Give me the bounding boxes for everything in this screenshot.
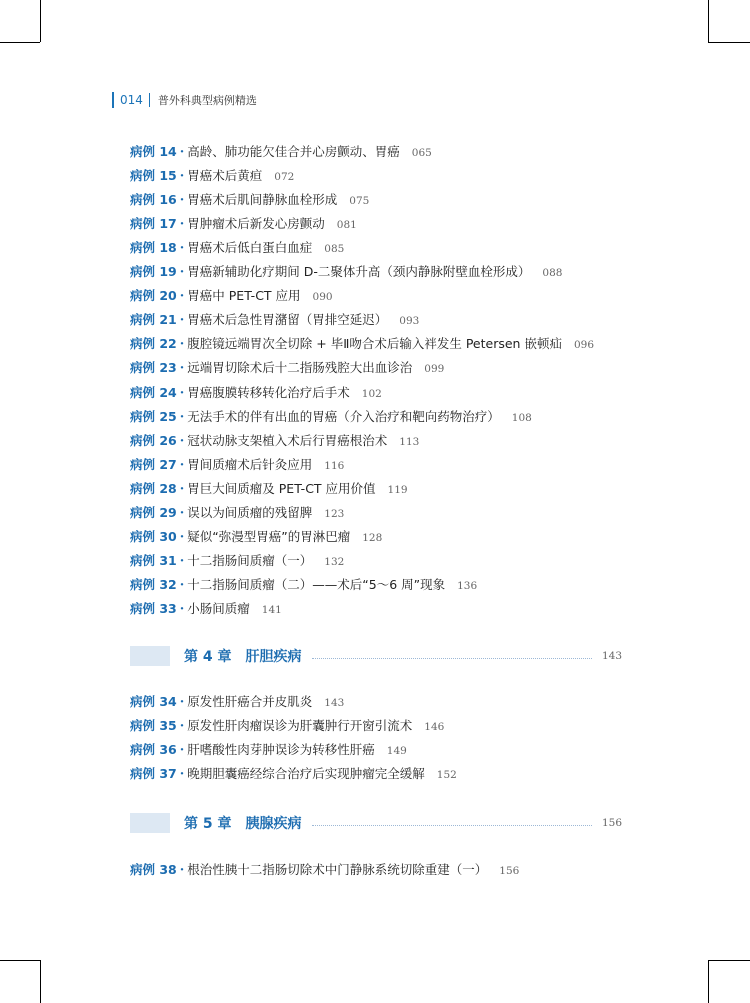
case-number: 病例 33 bbox=[130, 600, 177, 616]
chapter-heading-5[interactable] bbox=[130, 812, 622, 834]
case-number: 病例 38 bbox=[130, 862, 177, 877]
case-title: 肝嗜酸性肉芽肿误诊为转移性肝癌 bbox=[187, 742, 375, 758]
bullet-dot: · bbox=[179, 409, 185, 425]
page-ref: 156 bbox=[499, 865, 520, 877]
case-title: 胃癌中 PET-CT 应用 bbox=[187, 288, 301, 304]
bullet-dot: · bbox=[179, 217, 185, 233]
case-title: 误以为间质瘤的残留脾 bbox=[187, 504, 313, 520]
case-title: 无法手术的伴有出血的胃癌（介入治疗和靶向药物治疗） bbox=[187, 408, 500, 424]
case-number: 病例 37 bbox=[130, 766, 177, 782]
bullet-dot: · bbox=[179, 145, 185, 160]
case-title: 根治性胰十二指肠切除术中门静脉系统切除重建（一） bbox=[187, 862, 488, 877]
page-number: 014 bbox=[120, 93, 143, 107]
case-title: 原发性肝癌合并皮肌炎 bbox=[187, 694, 313, 709]
page-ref: 152 bbox=[436, 769, 457, 782]
page-ref: 123 bbox=[324, 507, 345, 520]
bullet-dot: · bbox=[179, 337, 185, 353]
bullet-dot: · bbox=[179, 601, 185, 617]
bullet-dot: · bbox=[179, 361, 185, 377]
crop-mark bbox=[708, 960, 750, 961]
case-title: 腹腔镜远端胃次全切除 + 毕Ⅱ吻合术后输入袢发生 Petersen 嵌顿疝 bbox=[187, 336, 562, 352]
bullet-dot: · bbox=[179, 457, 185, 473]
case-number: 病例 26 bbox=[130, 432, 177, 448]
toc-entry[interactable] bbox=[130, 716, 444, 736]
case-title: 疑似“弥漫型胃癌”的胃淋巴瘤 bbox=[187, 528, 351, 544]
toc-entry[interactable] bbox=[130, 407, 532, 427]
page-ref: 149 bbox=[386, 745, 407, 758]
page-ref: 116 bbox=[324, 459, 345, 472]
crop-mark bbox=[708, 0, 709, 42]
toc-entry[interactable] bbox=[130, 551, 344, 571]
toc-entry[interactable] bbox=[130, 142, 432, 162]
case-title: 胃间质瘤术后针灸应用 bbox=[187, 456, 313, 472]
page-ref: 075 bbox=[349, 195, 370, 208]
page-ref: 143 bbox=[324, 697, 345, 709]
chapter-page: 143 bbox=[601, 650, 622, 662]
dotted-leader bbox=[312, 825, 592, 826]
page-ref: 088 bbox=[542, 267, 563, 280]
case-number: 病例 36 bbox=[130, 742, 177, 758]
book-title: 普外科典型病例精选 bbox=[157, 94, 257, 107]
case-title: 晚期胆囊癌经综合治疗后实现肿瘤完全缓解 bbox=[187, 766, 425, 782]
case-number: 病例 15 bbox=[130, 168, 177, 184]
chapter-number: 第 4 章 bbox=[184, 649, 232, 665]
case-number: 病例 35 bbox=[130, 718, 177, 734]
bullet-dot: · bbox=[179, 863, 185, 878]
page-ref: 119 bbox=[387, 483, 408, 496]
running-header bbox=[112, 91, 257, 109]
case-number: 病例 27 bbox=[130, 456, 177, 472]
toc-entry[interactable] bbox=[130, 527, 382, 547]
page-ref: 113 bbox=[399, 435, 420, 448]
bullet-dot: · bbox=[179, 265, 185, 281]
case-title: 胃巨大间质瘤及 PET-CT 应用价值 bbox=[187, 480, 376, 496]
case-number: 病例 14 bbox=[130, 144, 177, 159]
case-title: 冠状动脉支架植入术后行胃癌根治术 bbox=[187, 432, 388, 448]
case-title: 胃癌术后黄疸 bbox=[187, 168, 263, 184]
toc-entry[interactable] bbox=[130, 860, 519, 880]
page-ref: 102 bbox=[361, 387, 382, 400]
case-number: 病例 23 bbox=[130, 360, 177, 376]
toc-entry[interactable] bbox=[130, 358, 444, 378]
page-ref: 146 bbox=[424, 721, 445, 734]
bullet-dot: · bbox=[179, 313, 185, 329]
crop-mark bbox=[40, 0, 41, 42]
page-ref: 141 bbox=[261, 603, 282, 616]
chapter-block bbox=[130, 646, 170, 666]
toc-entry[interactable] bbox=[130, 764, 457, 784]
case-number: 病例 19 bbox=[130, 264, 177, 280]
case-number: 病例 22 bbox=[130, 336, 177, 352]
crop-mark bbox=[708, 960, 709, 1003]
page-ref: 108 bbox=[511, 411, 532, 424]
bullet-dot: · bbox=[179, 529, 185, 545]
bullet-dot: · bbox=[179, 505, 185, 521]
toc-entry[interactable] bbox=[130, 383, 382, 403]
bullet-dot: · bbox=[179, 743, 185, 759]
toc-entry[interactable] bbox=[130, 334, 594, 354]
case-number: 病例 21 bbox=[130, 312, 177, 328]
page-ref: 090 bbox=[312, 291, 333, 304]
bullet-dot: · bbox=[179, 767, 185, 783]
case-title: 胃癌新辅助化疗期间 D-二聚体升高（颈内静脉附壁血栓形成） bbox=[187, 264, 531, 280]
bullet-dot: · bbox=[179, 481, 185, 497]
toc-entry[interactable] bbox=[130, 238, 344, 258]
chapter-block bbox=[130, 813, 170, 833]
crop-mark bbox=[0, 42, 40, 43]
chapter-page: 156 bbox=[601, 817, 622, 829]
page-ref: 093 bbox=[399, 315, 420, 328]
chapter-number: 第 5 章 bbox=[184, 816, 232, 832]
bullet-dot: · bbox=[179, 695, 185, 710]
toc-entry[interactable] bbox=[130, 190, 369, 210]
crop-mark bbox=[0, 960, 40, 961]
bullet-dot: · bbox=[179, 433, 185, 449]
header-bar bbox=[112, 92, 114, 108]
toc-entry[interactable] bbox=[130, 692, 344, 712]
case-title: 胃癌术后急性胃潴留（胃排空延迟） bbox=[187, 312, 388, 328]
case-title: 小肠间质瘤 bbox=[187, 600, 250, 616]
case-number: 病例 24 bbox=[130, 384, 177, 400]
case-title: 胃癌术后肌间静脉血栓形成 bbox=[187, 192, 338, 208]
chapter-name: 肝胆疾病 bbox=[245, 649, 302, 665]
page-ref: 096 bbox=[573, 339, 594, 352]
page-ref: 081 bbox=[336, 219, 357, 232]
dotted-leader bbox=[312, 658, 592, 659]
page-ref: 072 bbox=[274, 171, 295, 184]
bullet-dot: · bbox=[179, 289, 185, 305]
case-title: 原发性肝肉瘤误诊为肝囊肿行开窗引流术 bbox=[187, 718, 413, 734]
toc-entry[interactable] bbox=[130, 214, 357, 234]
toc-entry[interactable] bbox=[130, 575, 477, 595]
toc-entry[interactable] bbox=[130, 431, 419, 451]
bullet-dot: · bbox=[179, 577, 185, 593]
case-number: 病例 18 bbox=[130, 240, 177, 256]
toc-entry[interactable] bbox=[130, 262, 562, 282]
header-divider bbox=[149, 93, 150, 107]
case-number: 病例 34 bbox=[130, 694, 177, 709]
chapter-heading-4[interactable] bbox=[130, 645, 622, 667]
crop-mark bbox=[40, 960, 41, 1003]
toc-entry[interactable] bbox=[130, 599, 282, 619]
bullet-dot: · bbox=[179, 553, 185, 569]
case-number: 病例 17 bbox=[130, 216, 177, 232]
case-number: 病例 25 bbox=[130, 408, 177, 424]
case-title: 十二指肠间质瘤（一） bbox=[187, 552, 313, 568]
crop-mark bbox=[708, 42, 750, 43]
page-ref: 128 bbox=[362, 531, 383, 544]
case-number: 病例 31 bbox=[130, 552, 177, 568]
page-ref: 099 bbox=[424, 363, 445, 376]
toc-entry[interactable] bbox=[130, 503, 344, 523]
page-ref: 085 bbox=[324, 243, 345, 256]
toc-entry[interactable] bbox=[130, 310, 419, 330]
case-number: 病例 29 bbox=[130, 504, 177, 520]
page-ref: 132 bbox=[324, 555, 345, 568]
case-title: 高龄、肺功能欠佳合并心房颤动、胃癌 bbox=[187, 144, 400, 159]
page-ref: 136 bbox=[457, 579, 478, 592]
bullet-dot: · bbox=[179, 719, 185, 735]
bullet-dot: · bbox=[179, 169, 185, 185]
toc-entry[interactable] bbox=[130, 740, 407, 760]
case-number: 病例 16 bbox=[130, 192, 177, 208]
bullet-dot: · bbox=[179, 385, 185, 401]
toc-entry[interactable] bbox=[130, 479, 408, 499]
page-ref: 065 bbox=[411, 147, 432, 159]
case-title: 胃癌术后低白蛋白血症 bbox=[187, 240, 313, 256]
case-title: 胃肿瘤术后新发心房颤动 bbox=[187, 216, 325, 232]
toc-entry[interactable] bbox=[130, 286, 333, 306]
bullet-dot: · bbox=[179, 193, 185, 209]
chapter-name: 胰腺疾病 bbox=[245, 816, 302, 832]
bullet-dot: · bbox=[179, 241, 185, 257]
toc-entry[interactable] bbox=[130, 455, 344, 475]
case-title: 十二指肠间质瘤（二）——术后“5～6 周”现象 bbox=[187, 576, 446, 592]
toc-entry[interactable] bbox=[130, 166, 294, 186]
case-number: 病例 30 bbox=[130, 528, 177, 544]
case-number: 病例 20 bbox=[130, 288, 177, 304]
case-number: 病例 32 bbox=[130, 576, 177, 592]
case-title: 胃癌腹膜转移转化治疗后手术 bbox=[187, 384, 350, 400]
case-title: 远端胃切除术后十二指肠残腔大出血诊治 bbox=[187, 360, 413, 376]
case-number: 病例 28 bbox=[130, 480, 177, 496]
